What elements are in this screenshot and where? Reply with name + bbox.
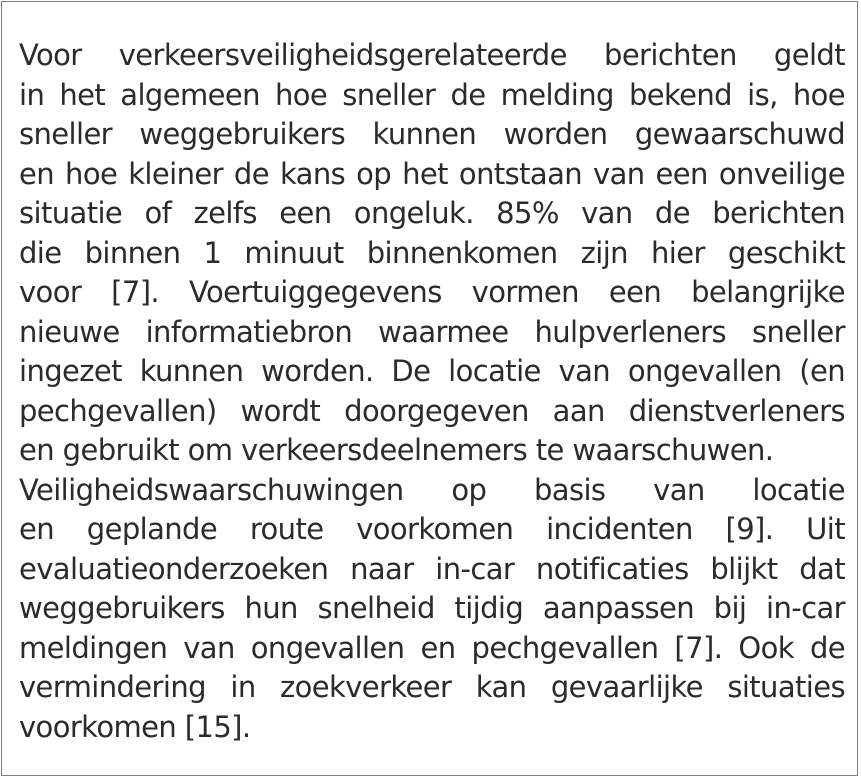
text-line: voorkomen [15].: [19, 709, 251, 744]
text-line: nieuwe informatiebron waarmee hulpverleners sneller: [19, 314, 845, 349]
text-line: evaluatieonderzoeken naar in-car notificaties blijkt dat: [19, 551, 845, 586]
text-line: Voor verkeersveiligheidsgerelateerde berichten geldt: [19, 38, 845, 72]
text-line: Veiligheidswaarschuwingen op basis van locatie: [19, 472, 845, 507]
text-line: pechgevallen) wordt doorgegeven aan dienstverleners: [19, 393, 845, 428]
paragraph-1: [19, 36, 845, 471]
paragraph-2: [19, 471, 845, 748]
text-line: weggebruikers hun snelheid tijdig aanpassen bij in-car: [19, 591, 845, 625]
text-line: ingezet kunnen worden. De locatie van ongevallen (en: [19, 354, 845, 388]
body-text: [19, 36, 845, 747]
text-box-frame: [1, 1, 858, 776]
text-line: sneller weggebruikers kunnen worden gewaarschuwd: [19, 117, 845, 151]
text-line: voor [7]. Voertuiggegevens vormen een belangrijke: [19, 275, 845, 309]
text-line: die binnen 1 minuut binnenkomen zijn hier geschikt: [19, 235, 845, 270]
text-line: en gebruikt om verkeersdeelnemers te waarschuwen.: [19, 433, 774, 467]
text-line: meldingen van ongevallen en pechgevallen [7]. Ook de: [19, 630, 845, 665]
text-line: en hoe kleiner de kans op het ontstaan van een onveilige: [19, 156, 845, 191]
text-line: en geplande route voorkomen incidenten [9]. Uit: [19, 512, 845, 546]
text-line: vermindering in zoekverkeer kan gevaarlijke situaties: [19, 670, 845, 704]
text-line: in het algemeen hoe sneller de melding bekend is, hoe: [19, 77, 845, 112]
text-line: situatie of zelfs een ongeluk. 85% van de berichten: [19, 196, 845, 230]
